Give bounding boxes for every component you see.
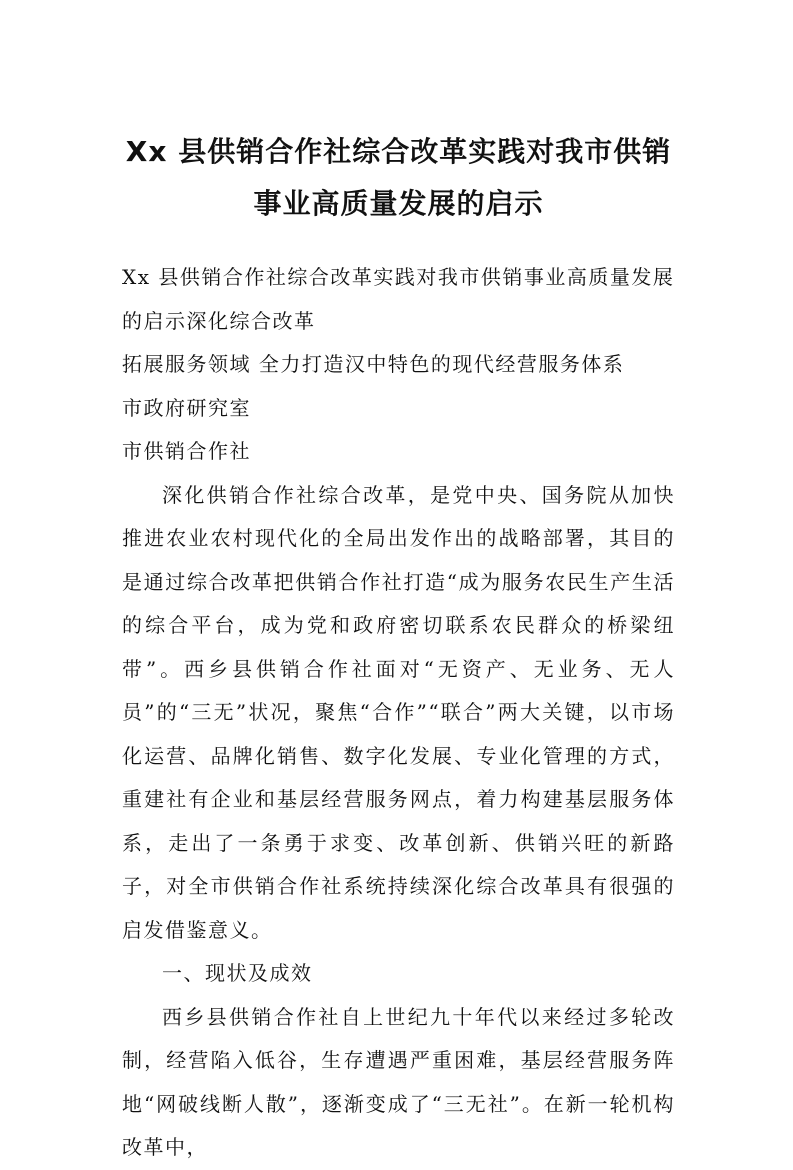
author-line-research-office: 市政府研究室 bbox=[122, 395, 251, 420]
section-heading: 一、现状及成效 bbox=[162, 961, 313, 985]
tagline-paragraph: 拓展服务领域 全力打造汉中特色的现代经营服务体系 bbox=[122, 352, 625, 376]
subtitle-paragraph: Xx 县供销合作社综合改革实践对我市供销事业高质量发展的启示深化综合改革 bbox=[122, 265, 675, 333]
intro-paragraph: 深化供销合作社综合改革，是党中央、国务院从加快推进农业农村现代化的全局出发作出的战略部署，其目的是通过综合改革把供销合作社打造“成为服务农民生产生活的综合平台，成为党和政府密切联系农民群众的桥梁纽带”。西乡县供销合作社面对“无资产、无业务、无人员”的“三无”状况，聚焦“合作”“联合”两大关键，以市场化运营、品牌化销售、数字化发展、专业化管理的方式，重建社有企业和基层经营服务网点，着力构建基层服务体系，走出了一条勇于求变、改革创新、供销兴旺的新路子，对全市供销合作社系统持续深化综合改革具有很强的启发借鉴意义。 bbox=[122, 482, 675, 942]
title-line-1: Xx 县供销合作社综合改革实践对我市供销 bbox=[125, 135, 672, 168]
author-line-supply-cooperative: 市供销合作社 bbox=[122, 439, 251, 463]
section-paragraph: 西乡县供销合作社自上世纪九十年代以来经过多轮改制，经营陷入低谷，生存遭遇严重困难，基层经营服务阵地“网破线断人散”，逐渐变成了“三无社”。在新一轮机构改革中， bbox=[122, 1004, 675, 1159]
title-line-2: 事业高质量发展的启示 bbox=[253, 187, 544, 220]
document-body bbox=[122, 256, 675, 1170]
document-title bbox=[122, 126, 675, 230]
